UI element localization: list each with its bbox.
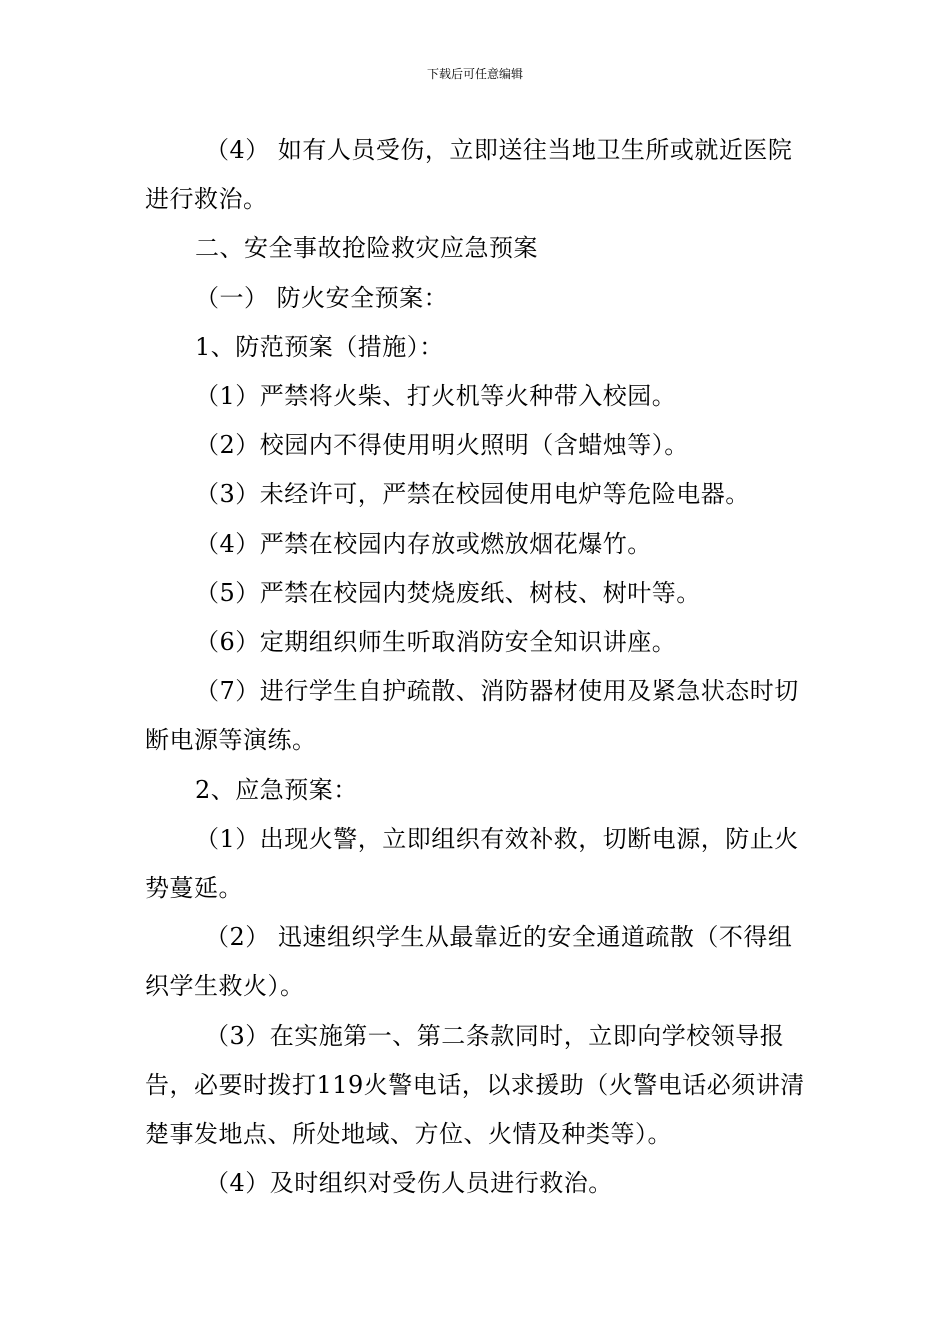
paragraph: （4） 如有人员受伤，立即送往当地卫生所或就近医院进行救治。 <box>145 136 793 214</box>
list-item: （3）在实施第一、第二条款同时，立即向学校领导报告，必要时拨打119火警电话，以求援助（火警电话必须讲清楚事发地点、所处地域、方位、火情及种类等）。 <box>145 1021 805 1149</box>
list-item: （2） 迅速组织学生从最靠近的安全通道疏散（不得组织学生救火）。 <box>145 923 793 1001</box>
list-heading: 1、防范预案（措施）： <box>195 332 444 361</box>
list-item: （2）校园内不得使用明火照明（含蜡烛等）。 <box>195 431 689 460</box>
section-heading: 二、安全事故抢险救灾应急预案 <box>195 234 538 263</box>
list-item: （1）严禁将火柴、打火机等火种带入校园。 <box>195 382 677 411</box>
document-body <box>145 126 807 1208</box>
page-header: 下载后可任意编辑 <box>426 67 523 81</box>
list-item: （6）定期组织师生听取消防安全知识讲座。 <box>195 628 677 657</box>
list-item: （4）严禁在校园内存放或燃放烟花爆竹。 <box>195 529 652 558</box>
list-item: （4）及时组织对受伤人员进行救治。 <box>205 1169 613 1198</box>
subsection-heading: （一） 防火安全预案： <box>195 283 449 312</box>
list-item: （7）进行学生自护疏散、消防器材使用及紧急状态时切断电源等演练。 <box>145 677 799 755</box>
list-item: （5）严禁在校园内焚烧废纸、树枝、树叶等。 <box>195 578 701 607</box>
list-heading: 2、应急预案： <box>195 775 358 804</box>
list-item: （3）未经许可，严禁在校园使用电炉等危险电器。 <box>195 480 750 509</box>
list-item: （1）出现火警，立即组织有效补救，切断电源，防止火势蔓延。 <box>145 824 799 903</box>
